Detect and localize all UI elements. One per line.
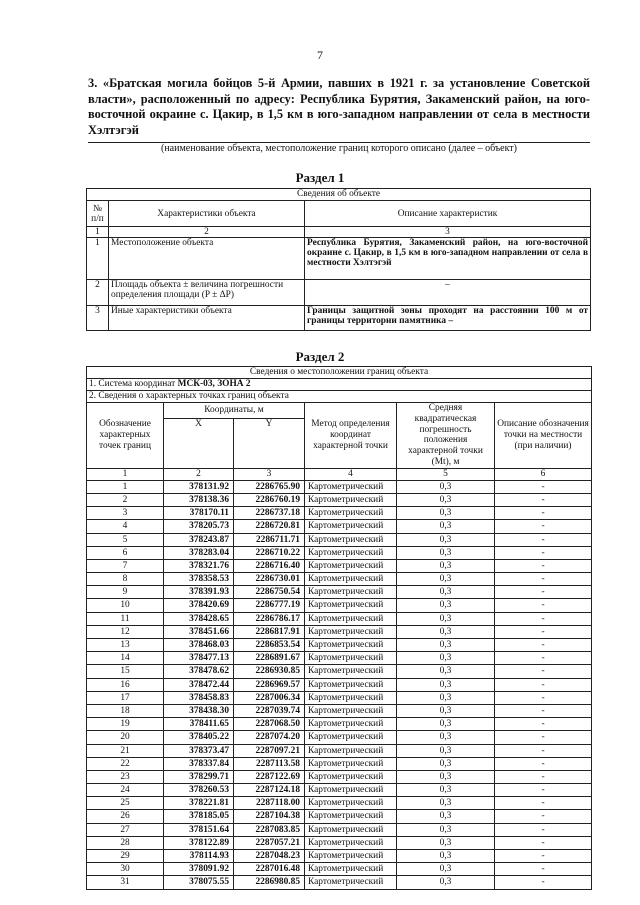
point-desc: -: [495, 493, 592, 506]
point-number: 16: [87, 678, 164, 691]
point-number: 29: [87, 850, 164, 863]
point-desc: -: [495, 691, 592, 704]
point-number: 9: [87, 586, 164, 599]
row-char: Площадь объекта ± величина погрешности определения площади (P ± ΔP): [109, 280, 305, 306]
point-desc: -: [495, 863, 592, 876]
table-row: [87, 731, 592, 744]
col-method-header: Метод определения координат характерной точки: [305, 403, 397, 469]
error: 0,3: [397, 652, 495, 665]
coord-y: 2286765.90: [234, 480, 305, 493]
coord-x: 378373.47: [164, 744, 234, 757]
coord-y: 2286786.17: [234, 612, 305, 625]
table-row: [87, 850, 592, 863]
point-number: 1: [87, 480, 164, 493]
point-number: 19: [87, 718, 164, 731]
point-desc: -: [495, 823, 592, 836]
method: Картометрический: [305, 533, 397, 546]
error: 0,3: [397, 850, 495, 863]
point-number: 13: [87, 639, 164, 652]
coord-x: 378170.11: [164, 507, 234, 520]
point-desc: -: [495, 704, 592, 717]
coord-x: 378091.92: [164, 863, 234, 876]
method: Картометрический: [305, 784, 397, 797]
point-desc: -: [495, 810, 592, 823]
point-number: 3: [87, 507, 164, 520]
table-row: [87, 770, 592, 783]
coord-x: 378283.04: [164, 546, 234, 559]
coord-y: 2287118.00: [234, 797, 305, 810]
coord-x: 378243.87: [164, 533, 234, 546]
point-desc: -: [495, 533, 592, 546]
object-info-table: [86, 188, 591, 331]
error: 0,3: [397, 704, 495, 717]
table-row: [87, 599, 592, 612]
point-number: 18: [87, 704, 164, 717]
coord-x: 378405.22: [164, 731, 234, 744]
table-row: [87, 810, 592, 823]
col-point-header: Обозначение характерных точек границ: [87, 403, 164, 469]
coord-y: 2287124.18: [234, 784, 305, 797]
row-desc: –: [305, 280, 591, 306]
object-row-other: [87, 306, 591, 331]
coord-y: 2287068.50: [234, 718, 305, 731]
point-desc: -: [495, 586, 592, 599]
coord-x: 378185.05: [164, 810, 234, 823]
table-row: [87, 718, 592, 731]
section1-title: Раздел 1: [295, 170, 345, 185]
row-desc: Границы защитной зоны проходят на расстоянии 100 м от границы территории памятника –: [305, 306, 591, 331]
point-number: 22: [87, 757, 164, 770]
table-row: [87, 744, 592, 757]
method: Картометрический: [305, 546, 397, 559]
table-row: [87, 533, 592, 546]
coord-x: 378438.30: [164, 704, 234, 717]
point-desc: -: [495, 718, 592, 731]
point-number: 23: [87, 770, 164, 783]
point-number: 6: [87, 546, 164, 559]
col-y-header: Y: [234, 418, 305, 468]
method: Картометрический: [305, 507, 397, 520]
col-no-header: № п/п: [87, 201, 109, 227]
coord-y: 2286737.18: [234, 507, 305, 520]
point-number: 28: [87, 836, 164, 849]
coord-y: 2286930.85: [234, 665, 305, 678]
point-number: 27: [87, 823, 164, 836]
point-desc: -: [495, 678, 592, 691]
coord-x: 378428.65: [164, 612, 234, 625]
method: Картометрический: [305, 876, 397, 889]
row-no: 2: [87, 280, 109, 306]
error: 0,3: [397, 744, 495, 757]
error: 0,3: [397, 599, 495, 612]
method: Картометрический: [305, 573, 397, 586]
coord-x: 378075.55: [164, 876, 234, 889]
point-number: 26: [87, 810, 164, 823]
point-desc: -: [495, 612, 592, 625]
error: 0,3: [397, 784, 495, 797]
coord-y: 2286760.19: [234, 493, 305, 506]
point-desc: -: [495, 639, 592, 652]
table-row: [87, 704, 592, 717]
coord-y: 2287057.21: [234, 836, 305, 849]
point-desc: -: [495, 559, 592, 572]
error: 0,3: [397, 718, 495, 731]
row-no: 1: [87, 238, 109, 280]
table-row: [87, 507, 592, 520]
coord-x: 378337.84: [164, 757, 234, 770]
col-coords-header: Координаты, м: [164, 403, 305, 419]
coord-x: 378477.13: [164, 652, 234, 665]
error: 0,3: [397, 836, 495, 849]
table-row: [87, 665, 592, 678]
point-number: 24: [87, 784, 164, 797]
error: 0,3: [397, 559, 495, 572]
table-row: [87, 678, 592, 691]
error: 0,3: [397, 507, 495, 520]
error: 0,3: [397, 770, 495, 783]
coord-x: 378420.69: [164, 599, 234, 612]
coord-y: 2286980.85: [234, 876, 305, 889]
coord-y: 2286750.54: [234, 586, 305, 599]
point-desc: -: [495, 757, 592, 770]
method: Картометрический: [305, 665, 397, 678]
method: Картометрический: [305, 639, 397, 652]
table-row: [87, 559, 592, 572]
method: Картометрический: [305, 823, 397, 836]
table-row: [87, 612, 592, 625]
section2-title: Раздел 2: [295, 349, 345, 364]
coord-y: 2287104.38: [234, 810, 305, 823]
error: 0,3: [397, 546, 495, 559]
object-heading: 3. «Братская могила бойцов 5-й Армии, павших в 1921 г. за установление Советской власти», расположенный по адресу: Республика Бурятия, Закаменский район, на юго-восточной окраине с. Цакир, в 1,5 км в юго-западном направлении от села в местности Хэлтэгэй: [88, 76, 590, 137]
table-row: [87, 823, 592, 836]
point-desc: -: [495, 520, 592, 533]
method: Картометрический: [305, 731, 397, 744]
table-row: [87, 757, 592, 770]
coord-x: 378472.44: [164, 678, 234, 691]
error: 0,3: [397, 586, 495, 599]
coord-x: 378205.73: [164, 520, 234, 533]
method: Картометрический: [305, 652, 397, 665]
coord-x: 378131.92: [164, 480, 234, 493]
method: Картометрический: [305, 744, 397, 757]
coord-y: 2287083.85: [234, 823, 305, 836]
error: 0,3: [397, 639, 495, 652]
table-row: [87, 652, 592, 665]
error: 0,3: [397, 678, 495, 691]
col-char-header: Характеристики объекта: [109, 201, 305, 227]
coordinate-system-label: 1. Система координат: [89, 379, 176, 390]
table-row: [87, 691, 592, 704]
table-row: [87, 639, 592, 652]
row-char: Иные характеристики объекта: [109, 306, 305, 331]
coord-x: 378478.62: [164, 665, 234, 678]
point-desc: -: [495, 876, 592, 889]
coord-x: 378122.89: [164, 836, 234, 849]
num-cell: 2: [164, 468, 234, 480]
coord-x: 378138.36: [164, 493, 234, 506]
num-cell: 4: [305, 468, 397, 480]
coord-y: 2286720.81: [234, 520, 305, 533]
row-no: 3: [87, 306, 109, 331]
point-desc: -: [495, 546, 592, 559]
error: 0,3: [397, 863, 495, 876]
coord-x: 378411.65: [164, 718, 234, 731]
num-cell: 6: [495, 468, 592, 480]
point-desc: -: [495, 625, 592, 638]
point-number: 31: [87, 876, 164, 889]
col-error-header: Средняя квадратическая погрешность положения характерной точки (Mt), м: [397, 403, 495, 469]
coord-x: 378260.53: [164, 784, 234, 797]
point-desc: -: [495, 652, 592, 665]
error: 0,3: [397, 573, 495, 586]
coord-y: 2287122.69: [234, 770, 305, 783]
table-row: [87, 493, 592, 506]
point-desc: -: [495, 731, 592, 744]
col-desc-header: Описание обозначения точки на местности (при наличии): [495, 403, 592, 469]
point-number: 20: [87, 731, 164, 744]
table-row: [87, 480, 592, 493]
object-row-area: [87, 280, 591, 306]
point-number: 14: [87, 652, 164, 665]
coord-y: 2286711.71: [234, 533, 305, 546]
page-number: 7: [317, 48, 323, 62]
point-number: 11: [87, 612, 164, 625]
coord-y: 2287016.48: [234, 863, 305, 876]
method: Картометрический: [305, 770, 397, 783]
table-row: [87, 876, 592, 889]
row-char: Местоположение объекта: [109, 238, 305, 280]
table-row: [87, 836, 592, 849]
table-row: [87, 520, 592, 533]
point-desc: -: [495, 507, 592, 520]
coord-x: 378391.93: [164, 586, 234, 599]
point-desc: -: [495, 744, 592, 757]
point-number: 5: [87, 533, 164, 546]
coord-y: 2286716.40: [234, 559, 305, 572]
method: Картометрический: [305, 797, 397, 810]
method: Картометрический: [305, 520, 397, 533]
point-desc: -: [495, 665, 592, 678]
point-number: 30: [87, 863, 164, 876]
col-x-header: X: [164, 418, 234, 468]
point-desc: -: [495, 784, 592, 797]
coord-y: 2287097.21: [234, 744, 305, 757]
num-cell: 3: [234, 468, 305, 480]
coord-y: 2287113.58: [234, 757, 305, 770]
point-desc: -: [495, 599, 592, 612]
coord-x: 378114.93: [164, 850, 234, 863]
point-desc: -: [495, 836, 592, 849]
table-row: [87, 546, 592, 559]
table-row: [87, 586, 592, 599]
coord-y: 2287006.34: [234, 691, 305, 704]
coord-y: 2286817.91: [234, 625, 305, 638]
section2-caption: Сведения о местоположении границ объекта: [87, 367, 592, 379]
coord-x: 378151.64: [164, 823, 234, 836]
point-desc: -: [495, 850, 592, 863]
num-cell: 3: [305, 227, 591, 238]
error: 0,3: [397, 612, 495, 625]
object-row-location: [87, 238, 591, 280]
point-number: 15: [87, 665, 164, 678]
method: Картометрический: [305, 691, 397, 704]
method: Картометрический: [305, 586, 397, 599]
coord-y: 2286777.19: [234, 599, 305, 612]
coordinate-system-line: [87, 379, 592, 391]
col-desc-header: Описание характеристик: [305, 201, 591, 227]
coord-x: 378468.03: [164, 639, 234, 652]
coord-x: 378451.66: [164, 625, 234, 638]
error: 0,3: [397, 625, 495, 638]
method: Картометрический: [305, 757, 397, 770]
method: Картометрический: [305, 850, 397, 863]
point-number: 25: [87, 797, 164, 810]
error: 0,3: [397, 493, 495, 506]
heading-note: (наименование объекта, местоположение границ которого описано (далее – объект): [160, 143, 518, 154]
method: Картометрический: [305, 612, 397, 625]
error: 0,3: [397, 533, 495, 546]
table-row: [87, 625, 592, 638]
method: Картометрический: [305, 599, 397, 612]
coordinate-system-value: МСК-03, ЗОНА 2: [177, 379, 251, 390]
num-cell: 1: [87, 468, 164, 480]
coord-x: 378458.83: [164, 691, 234, 704]
method: Картометрический: [305, 810, 397, 823]
coord-y: 2286969.57: [234, 678, 305, 691]
method: Картометрический: [305, 559, 397, 572]
error: 0,3: [397, 876, 495, 889]
method: Картометрический: [305, 704, 397, 717]
table-row: [87, 797, 592, 810]
point-desc: -: [495, 573, 592, 586]
table-row: [87, 784, 592, 797]
error: 0,3: [397, 665, 495, 678]
error: 0,3: [397, 520, 495, 533]
coord-y: 2286853.54: [234, 639, 305, 652]
method: Картометрический: [305, 863, 397, 876]
point-number: 12: [87, 625, 164, 638]
error: 0,3: [397, 731, 495, 744]
error: 0,3: [397, 757, 495, 770]
method: Картометрический: [305, 718, 397, 731]
error: 0,3: [397, 810, 495, 823]
point-number: 17: [87, 691, 164, 704]
point-desc: -: [495, 770, 592, 783]
error: 0,3: [397, 480, 495, 493]
boundary-points-table: [86, 366, 592, 890]
point-number: 4: [87, 520, 164, 533]
point-desc: -: [495, 480, 592, 493]
points-line: 2. Сведения о характерных точках границ объекта: [87, 391, 592, 403]
coord-y: 2287039.74: [234, 704, 305, 717]
method: Картометрический: [305, 625, 397, 638]
coord-y: 2287048.23: [234, 850, 305, 863]
coord-y: 2286710.22: [234, 546, 305, 559]
point-number: 10: [87, 599, 164, 612]
error: 0,3: [397, 691, 495, 704]
point-desc: -: [495, 797, 592, 810]
point-number: 7: [87, 559, 164, 572]
section1-caption: Сведения об объекте: [87, 189, 591, 201]
coord-x: 378321.76: [164, 559, 234, 572]
coord-y: 2287074.20: [234, 731, 305, 744]
num-cell: 1: [87, 227, 109, 238]
error: 0,3: [397, 823, 495, 836]
coord-y: 2286891.67: [234, 652, 305, 665]
point-number: 2: [87, 493, 164, 506]
method: Картометрический: [305, 480, 397, 493]
point-number: 21: [87, 744, 164, 757]
table-row: [87, 573, 592, 586]
point-number: 8: [87, 573, 164, 586]
row-desc: Республика Бурятия, Закаменский район, на юго-восточной окраине с. Цакир, в 1,5 км в юго-западном направлении от села в местности Хэлтэгэй: [305, 238, 591, 280]
error: 0,3: [397, 797, 495, 810]
method: Картометрический: [305, 493, 397, 506]
coord-y: 2286730.01: [234, 573, 305, 586]
coord-x: 378358.53: [164, 573, 234, 586]
table-row: [87, 863, 592, 876]
coord-x: 378221.81: [164, 797, 234, 810]
coord-x: 378299.71: [164, 770, 234, 783]
num-cell: 5: [397, 468, 495, 480]
num-cell: 2: [109, 227, 305, 238]
method: Картометрический: [305, 678, 397, 691]
method: Картометрический: [305, 836, 397, 849]
